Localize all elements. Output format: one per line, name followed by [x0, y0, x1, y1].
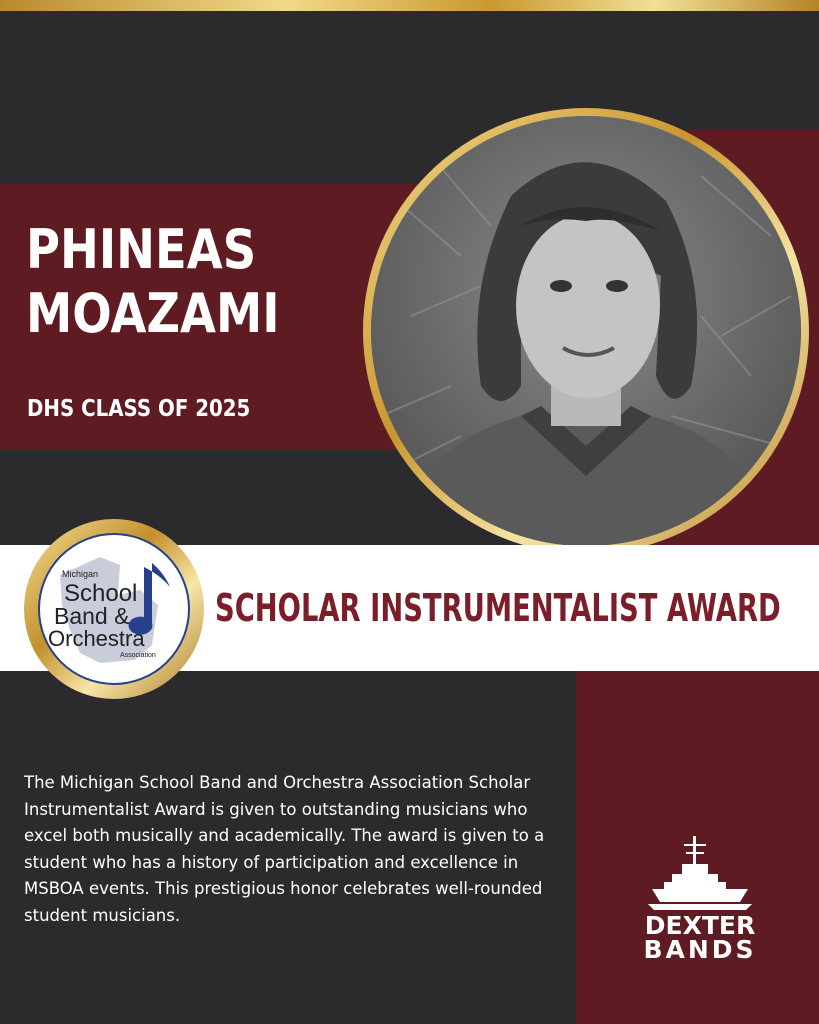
honoree-name — [26, 218, 318, 346]
top-gold-bar — [0, 0, 819, 11]
msboa-logo — [40, 535, 188, 683]
brand-line-1: DEXTER — [644, 911, 756, 940]
portrait-illustration — [371, 116, 801, 546]
seal-text-association: Association — [120, 652, 156, 659]
brand-line-2: BANDS — [643, 935, 757, 960]
class-of-label: DHS CLASS OF 2025 — [27, 396, 251, 422]
msboa-seal — [38, 533, 190, 685]
ship-icon — [620, 836, 780, 960]
honoree-first-name: PHINEAS — [26, 218, 257, 281]
portrait-photo — [371, 116, 801, 546]
seal-text-band: Band & — [54, 603, 130, 629]
seal-text-orchestra: Orchestra — [48, 626, 145, 651]
award-description: The Michigan School Band and Orchestra Association Scholar Instrumentalist Award is given to outstanding musicians who excel both musically and academically. The award is given to a student who has a history of participation and excellence in MSBOA events. This prestigious honor celebrates well-rounded student musicians. — [24, 773, 545, 925]
seal-text-school: School — [64, 580, 138, 607]
dexter-bands-logo — [620, 836, 780, 960]
seal-text-michigan: Michigan — [62, 569, 99, 579]
award-title: SCHOLAR INSTRUMENTALIST AWARD — [215, 586, 781, 630]
honoree-last-name: MOAZAMI — [26, 282, 280, 345]
